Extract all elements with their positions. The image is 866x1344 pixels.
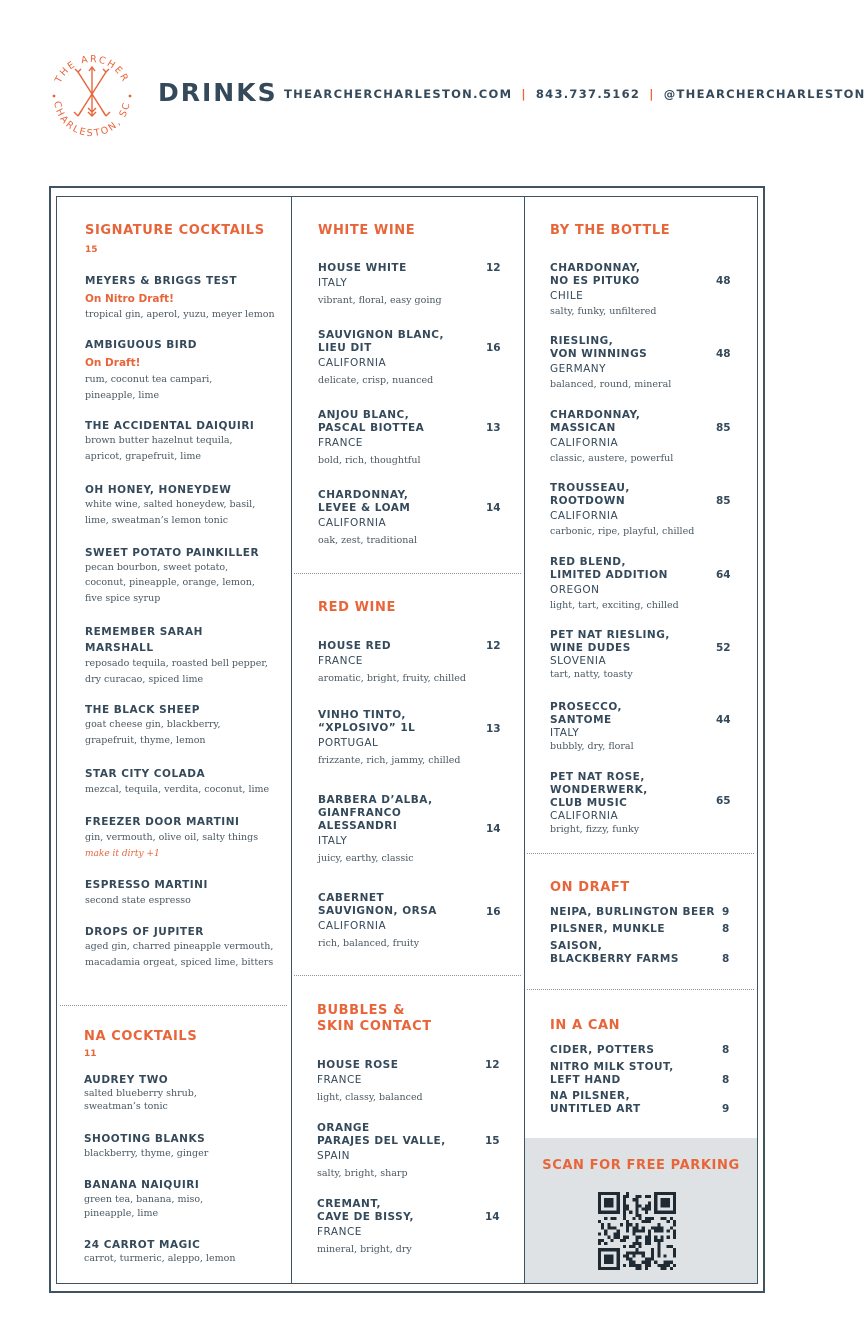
item-region: FRANCE [317, 1226, 362, 1238]
item-price: 14 [485, 1211, 500, 1223]
item-price: 12 [485, 1059, 500, 1071]
item-region: CHILE [550, 290, 584, 302]
item-desc: balanced, round, mineral [550, 379, 672, 390]
crossed-arrows-icon [74, 67, 110, 116]
item-name: TROUSSEAU, [550, 482, 630, 494]
item-price: 14 [486, 502, 501, 514]
menu-item [84, 1179, 203, 1220]
item-name: UNTITLED ART [550, 1103, 641, 1115]
parking-title: SCAN FOR FREE PARKING [542, 1158, 740, 1173]
item-name: LEFT HAND [550, 1074, 621, 1086]
qr-code-icon[interactable] [598, 1192, 676, 1270]
item-region: PORTUGAL [318, 737, 379, 749]
menu-item [550, 1061, 674, 1087]
item-name: AMBIGUOUS BIRD [85, 339, 198, 351]
menu-item [318, 640, 466, 687]
item-desc: mezcal, tequila, verdita, coconut, lime [85, 784, 270, 795]
item-name: PILSNER, MUNKLE [550, 923, 666, 935]
menu-item [85, 547, 259, 607]
menu-item [84, 1133, 208, 1161]
item-desc: brown butter hazelnut tequila, [85, 435, 233, 446]
logo-top-text: THE ARCHER [53, 53, 131, 85]
item-name: 24 CARROT MAGIC [84, 1239, 201, 1251]
item-name: VON WINNINGS [550, 348, 648, 360]
item-name: WONDERWERK, [550, 784, 648, 796]
item-desc: tropical gin, aperol, yuzu, meyer lemon [85, 309, 275, 320]
archer-logo [44, 46, 140, 142]
item-desc: macadamia orgeat, spiced lime, bitters [85, 957, 274, 968]
menu-item [550, 556, 679, 612]
menu-item [317, 1198, 414, 1258]
item-region: FRANCE [317, 1074, 362, 1086]
item-region: OREGON [550, 584, 600, 596]
item-desc: dry curacao, spiced lime [85, 674, 204, 685]
item-name: SAUVIGNON, ORSA [318, 905, 437, 917]
item-name: SANTOME [550, 714, 612, 726]
menu-item [85, 704, 221, 749]
item-name: CREMANT, [317, 1198, 381, 1210]
item-name: NA PILSNER, [550, 1090, 631, 1102]
item-desc: goat cheese gin, blackberry, [85, 719, 221, 730]
item-region: CALIFORNIA [550, 437, 619, 449]
item-name: ESPRESSO MARTINI [85, 879, 208, 891]
item-price: 9 [722, 1103, 730, 1115]
item-price: 85 [716, 495, 731, 507]
item-region: ITALY [318, 835, 348, 847]
item-name: CABERNET [318, 892, 385, 904]
item-name: SAISON, [550, 940, 603, 952]
menu-item [318, 409, 424, 469]
section-title-can: IN A CAN [550, 1018, 621, 1033]
menu-item [318, 329, 444, 389]
section-title-draft: ON DRAFT [550, 880, 630, 895]
menu-item [317, 1059, 423, 1106]
section-title-bottle: BY THE BOTTLE [550, 223, 671, 238]
item-desc: apricot, grapefruit, lime [85, 451, 201, 462]
item-name: MEYERS & BRIGGS TEST [85, 275, 238, 287]
item-desc: bright, fizzy, funky [550, 824, 640, 835]
item-desc: pineapple, lime [84, 1208, 159, 1219]
item-price: 16 [486, 342, 501, 354]
item-name: NEIPA, BURLINGTON BEER [550, 906, 715, 918]
menu-item [85, 275, 275, 321]
menu-item [550, 1090, 641, 1116]
menu-title: DRINKS [158, 78, 278, 107]
item-name: ORANGE [317, 1122, 370, 1134]
item-price: 65 [716, 795, 731, 807]
divider [527, 989, 754, 990]
menu-item [85, 420, 254, 465]
item-name: MASSICAN [550, 422, 616, 434]
section-title-line: SKIN CONTACT [317, 1019, 432, 1034]
item-region: FRANCE [318, 437, 363, 449]
separator: | [521, 87, 527, 101]
column-divider [524, 196, 525, 1284]
item-price: 64 [716, 569, 731, 581]
item-name: MARSHALL [85, 642, 154, 654]
item-desc: tart, natty, toasty [550, 669, 633, 680]
item-name: SHOOTING BLANKS [84, 1133, 206, 1145]
item-desc: frizzante, rich, jammy, chilled [318, 755, 461, 766]
signature-price: 15 [85, 245, 98, 255]
item-name: RED BLEND, [550, 556, 626, 568]
item-desc: green tea, banana, miso, [84, 1194, 204, 1205]
item-desc: carrot, turmeric, aleppo, lemon [84, 1253, 236, 1264]
item-desc: rum, coconut tea campari, [85, 374, 213, 385]
item-price: 12 [486, 640, 501, 652]
item-region: CALIFORNIA [318, 920, 387, 932]
item-name: CIDER, POTTERS [550, 1044, 655, 1056]
draft-note: On Nitro Draft! [85, 293, 174, 305]
item-name: BANANA NAIQUIRI [84, 1179, 200, 1191]
item-name: PASCAL BIOTTEA [318, 422, 425, 434]
item-name: PROSECCO, [550, 701, 623, 713]
item-name: NO ES PITUKO [550, 275, 640, 287]
item-name: CHARDONNAY, [550, 409, 641, 421]
menu-item [85, 879, 208, 909]
divider [527, 853, 754, 854]
menu-item [550, 940, 679, 966]
item-desc: oak, zest, traditional [318, 535, 418, 546]
item-name: LIMITED ADDITION [550, 569, 668, 581]
item-price: 15 [485, 1135, 500, 1147]
column-divider [291, 196, 292, 1284]
item-region: ITALY [318, 277, 348, 289]
item-name: HOUSE ROSE [317, 1059, 399, 1071]
item-desc: light, classy, balanced [317, 1092, 423, 1103]
item-desc: gin, vermouth, olive oil, salty things [85, 832, 259, 843]
item-name: VINHO TINTO, [318, 709, 406, 721]
menu-item [550, 771, 648, 836]
item-region: CALIFORNIA [318, 357, 387, 369]
menu-item [550, 701, 634, 753]
divider [294, 573, 521, 574]
item-desc: aromatic, bright, fruity, chilled [318, 673, 466, 684]
section-title-signature: SIGNATURE COCKTAILS [85, 223, 265, 238]
item-price: 12 [486, 262, 501, 274]
item-name: ROOTDOWN [550, 495, 626, 507]
na-price: 11 [84, 1049, 97, 1059]
contact-line [284, 87, 866, 101]
item-desc: salty, funky, unfiltered [550, 306, 657, 317]
item-desc: classic, austere, powerful [550, 453, 674, 464]
item-name: LEVEE & LOAM [318, 502, 411, 514]
section-title-na: NA COCKTAILS [84, 1029, 198, 1044]
menu-item [85, 768, 269, 798]
menu-item [550, 262, 657, 318]
item-desc: bubbly, dry, floral [550, 741, 634, 752]
item-desc: mineral, bright, dry [317, 1244, 412, 1255]
item-price: 13 [486, 723, 501, 735]
menu-item [550, 629, 670, 681]
item-name: THE BLACK SHEEP [85, 704, 200, 716]
item-desc: coconut, pineapple, orange, lemon, [85, 577, 255, 588]
item-region: ITALY [550, 727, 580, 739]
item-name: WINE DUDES [550, 642, 631, 654]
item-name: ANJOU BLANC, [318, 409, 410, 421]
item-name: HOUSE RED [318, 640, 392, 652]
menu-item [84, 1074, 197, 1113]
section-title-bubbles [317, 1003, 432, 1035]
item-name: HOUSE WHITE [318, 262, 407, 274]
item-name: REMEMBER SARAH [85, 626, 203, 638]
item-desc: bold, rich, thoughtful [318, 455, 421, 466]
item-desc: blackberry, thyme, ginger [84, 1148, 209, 1159]
item-name: OH HONEY, HONEYDEW [85, 484, 232, 496]
item-price: 52 [716, 642, 731, 654]
divider [60, 1005, 287, 1006]
menu-item [317, 1122, 446, 1182]
item-name: PET NAT ROSE, [550, 771, 645, 783]
menu-item [85, 926, 273, 971]
item-name: SAUVIGNON BLANC, [318, 329, 445, 341]
menu-item [318, 892, 437, 952]
item-name: CAVE DE BISSY, [317, 1211, 415, 1223]
item-region: FRANCE [318, 655, 363, 667]
item-desc: aged gin, charred pineapple vermouth, [85, 941, 274, 952]
item-addon: make it dirty +1 [85, 849, 160, 859]
item-price: 14 [486, 823, 501, 835]
divider [294, 975, 521, 976]
item-name: CLUB MUSIC [550, 797, 628, 809]
item-price: 44 [716, 714, 731, 726]
item-desc: pineapple, lime [85, 390, 160, 401]
item-price: 16 [486, 906, 501, 918]
item-region: SPAIN [317, 1150, 350, 1162]
item-desc: delicate, crisp, nuanced [318, 375, 434, 386]
item-desc: sweatman’s tonic [84, 1101, 168, 1112]
item-price: 8 [722, 923, 730, 935]
item-region: CALIFORNIA [550, 510, 619, 522]
item-name: SWEET POTATO PAINKILLER [85, 547, 260, 559]
menu-item [318, 489, 417, 549]
item-name: RIESLING, [550, 335, 614, 347]
item-price: 8 [722, 953, 730, 965]
item-desc: five spice syrup [85, 593, 161, 604]
item-price: 8 [722, 1044, 730, 1056]
item-price: 85 [716, 422, 731, 434]
item-desc: second state espresso [85, 895, 191, 906]
item-desc: vibrant, floral, easy going [318, 295, 442, 306]
menu-item [318, 262, 442, 309]
item-name: PARAJES DEL VALLE, [317, 1135, 446, 1147]
item-price: 9 [722, 906, 730, 918]
item-desc: rich, balanced, fruity [318, 938, 420, 949]
item-name: AUDREY TWO [84, 1074, 169, 1086]
item-name: DROPS OF JUPITER [85, 926, 204, 938]
item-price: 13 [486, 422, 501, 434]
social-handle[interactable]: @THEARCHERCHARLESTON [663, 87, 866, 101]
menu-item [85, 484, 255, 529]
phone-number[interactable]: 843.737.5162 [535, 87, 641, 101]
item-name: ALESSANDRI [318, 820, 398, 832]
item-desc: carbonic, ripe, playful, chilled [550, 526, 695, 537]
item-name: CHARDONNAY, [550, 262, 641, 274]
menu-item [550, 409, 673, 465]
item-price: 8 [722, 1074, 730, 1086]
section-title-white: WHITE WINE [318, 223, 416, 238]
logo-bottom-text: CHARLESTON, SC [51, 100, 133, 140]
item-name: CHARDONNAY, [318, 489, 409, 501]
menu-item [318, 794, 433, 867]
item-name: GIANFRANCO [318, 807, 402, 819]
item-name: THE ACCIDENTAL DAIQUIRI [85, 420, 255, 432]
item-name: FREEZER DOOR MARTINI [85, 816, 240, 828]
item-desc: salted blueberry shrub, [84, 1088, 197, 1099]
item-desc: light, tart, exciting, chilled [550, 600, 679, 611]
website-link[interactable]: THEARCHERCHARLESTON.COM [284, 87, 513, 101]
item-name: BARBERA D’ALBA, [318, 794, 433, 806]
item-region: GERMANY [550, 363, 607, 375]
item-region: CALIFORNIA [550, 810, 619, 822]
menu-item [85, 624, 268, 688]
draft-note: On Draft! [85, 357, 141, 369]
menu-item [550, 482, 694, 538]
menu-item [550, 335, 671, 391]
menu-item [85, 339, 212, 404]
item-desc: white wine, salted honeydew, basil, [85, 499, 256, 510]
item-desc: salty, bright, sharp [317, 1168, 408, 1179]
section-title-red: RED WINE [318, 600, 396, 615]
item-name: NITRO MILK STOUT, [550, 1061, 674, 1073]
item-desc: reposado tequila, roasted bell pepper, [85, 658, 268, 669]
item-price: 48 [716, 348, 731, 360]
item-name: LIEU DIT [318, 342, 372, 354]
item-name: “XPLOSIVO” 1L [318, 722, 416, 734]
item-region: SLOVENIA [550, 655, 607, 667]
item-name: PET NAT RIESLING, [550, 629, 670, 641]
item-region: CALIFORNIA [318, 517, 387, 529]
item-price: 48 [716, 275, 731, 287]
section-title-line: BUBBLES & [317, 1003, 406, 1018]
separator: | [649, 87, 655, 101]
item-desc: grapefruit, thyme, lemon [85, 735, 206, 746]
item-name: STAR CITY COLADA [85, 768, 206, 780]
item-desc: lime, sweatman’s lemon tonic [85, 515, 229, 526]
menu-item [85, 816, 258, 863]
parking-panel [525, 1138, 757, 1283]
item-desc: pecan bourbon, sweet potato, [85, 562, 229, 573]
menu-item [318, 709, 460, 769]
item-desc: juicy, earthy, classic [318, 853, 414, 864]
item-name: BLACKBERRY FARMS [550, 953, 679, 965]
menu-item [84, 1239, 235, 1265]
